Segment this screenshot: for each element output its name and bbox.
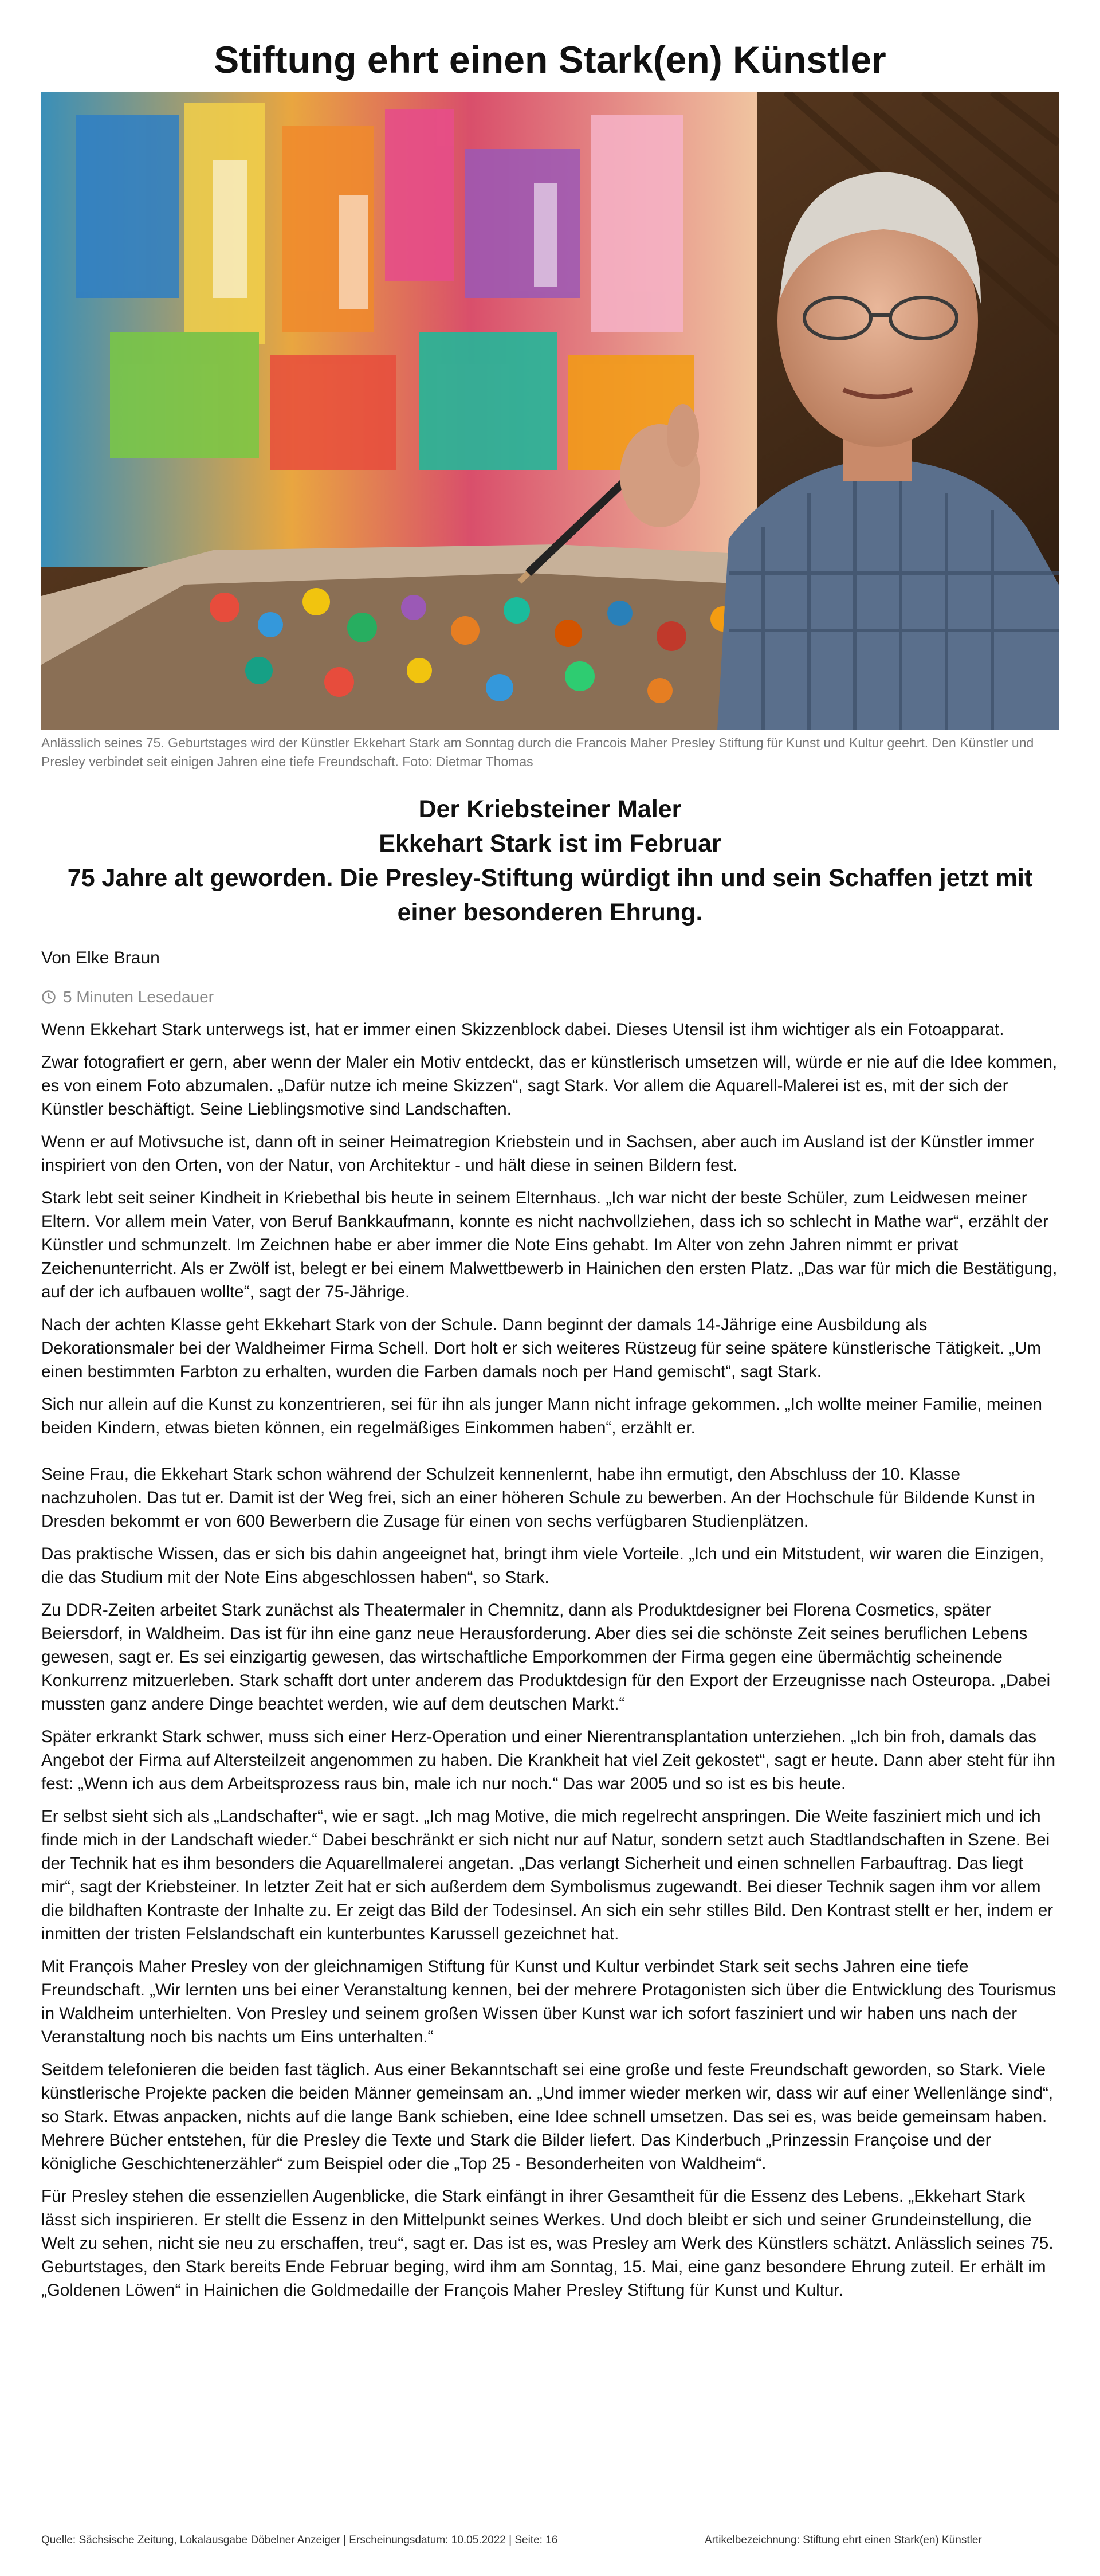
body-paragraph: Mit François Maher Presley von der gleichnamigen Stiftung für Kunst und Kultur verbindet Stark seit sechs Jahren eine tiefe Freundschaft. „Wir lernten uns bei einer Veranstaltung kennen, bei der mehrere Protagonisten sich über die Entwicklung des Tourismus in Waldheim unterhielten. Von Presley und seinem großen Wissen über Kunst war ich sofort fasziniert und wir haben uns nach der Veranstaltung noch bis nachts um Eins unterhalten.“	[41, 1957, 1056, 2046]
subhead-line: 75 Jahre alt geworden. Die Presley-Stiftung würdigt ihn und sein Schaffen jetzt mit einer besonderen Ehrung.	[67, 864, 1033, 926]
footer-source: Quelle: Sächsische Zeitung, Lokalausgabe Döbelner Anzeiger | Erscheinungsdatum: 10.05.2022 | Seite: 16	[41, 2534, 558, 2546]
subhead-line: Ekkehart Stark ist im Februar	[379, 830, 721, 857]
painter-photo-illustration	[41, 92, 1059, 730]
article-subheadline	[41, 792, 1059, 930]
photo-caption: Anlässlich seines 75. Geburtstages wird der Künstler Ekkehart Stark am Sonntag durch die Francois Maher Presley Stiftung für Kunst und Kultur geehrt. Den Künstler und Presley verbindet seit einigen Jahren eine tiefe Freundschaft. Foto: Dietmar Thomas	[41, 735, 1034, 769]
body-paragraph: Seine Frau, die Ekkehart Stark schon während der Schulzeit kennenlernt, habe ihn ermutigt, den Abschluss der 10. Klasse nachzuholen. Das tut er. Damit ist der Weg frei, sich an einer höheren Schule zu bewerben. An der Hochschule für Bildende Kunst in Dresden bekommt er von 600 Bewerbern die Zusage für einen von sechs verfügbaren Studienplätzen.	[41, 1465, 1035, 1531]
body-paragraph: Zu DDR-Zeiten arbeitet Stark zunächst als Theatermaler in Chemnitz, dann als Produktdesigner bei Florena Cosmetics, später Beiersdorf, in Waldheim. Das ist für ihn eine ganz neue Herausforderung. Aber dies sei die schönste Zeit seines beruflichen Lebens gewesen, sagt er. Es sei einzigartig gewesen, das wirtschaftliche Emporkommen der Firma gegen eine übermächtig scheinende Konkurrenz mitzuerleben. Stark schafft dort unter anderem das Produktdesign für den Export der Erzeugnisse nach Osteuropa. „Dabei mussten ganz andere Dinge beachtet werden, wie auf dem deutschen Markt.“	[41, 1601, 1051, 1714]
body-paragraph: Er selbst sieht sich als „Landschafter“, wie er sagt. „Ich mag Motive, die mich regelrecht anspringen. Die Weite fasziniert mich und ich finde mich in der Landschaft wieder.“ Dabei beschränkt er sich nicht nur auf Natur, sondern setzt auch Stadtlandschaften in Szene. Bei der Technik hat es ihm besonders die Aquarellmalerei angetan. „Das verlangt Sicherheit und einen schnellen Farbauftrag. Das liegt mir“, sagt der Kriebsteiner. In letzter Zeit hat er sich außerdem dem Symbolismus zugewandt. Bei dieser Technik sagen ihm vor allem die bildhaften Kontraste der Inhalte zu. Er zeigt das Bild der Todesinsel. An sich ein sehr stilles Bild. Den Kontrast stellt er her, indem er inmitten der tristen Felslandschaft ein kunterbuntes Karussell gezeichnet hat.	[41, 1807, 1054, 1943]
clock-icon	[41, 990, 56, 1005]
read-time-label: 5 Minuten Lesedauer	[63, 988, 214, 1006]
read-time	[41, 986, 1059, 1009]
body-paragraph: Sich nur allein auf die Kunst zu konzentrieren, sei für ihn als junger Mann nicht infrage gekommen. „Ich wollte meiner Familie, meinen beiden Kindern, etwas bieten können, ein regelmäßiges Einkommen haben“, erzählt er.	[41, 1395, 1042, 1437]
body-paragraph: Seitdem telefonieren die beiden fast täglich. Aus einer Bekanntschaft sei eine große und feste Freundschaft geworden, so Stark. Viele künstlerische Projekte packen die beiden Männer gemeinsam an. „Und immer wieder merken wir, dass wir auf einer Wellenlänge sind“, so Stark. Etwas anpacken, nichts auf die lange Bank schieben, eine Idee schnell umsetzen. Das sei es, was beide gemeinsam haben. Mehrere Bücher entstehen, für die Presley die Texte und Stark die Bilder liefert. Das Kinderbuch „Prinzessin Françoise und der königliche Geschichtenerzähler“ zum Beispiel oder die „Top 25 - Besonderheiten von Waldheim“.	[41, 2060, 1054, 2173]
subhead-line: Der Kriebsteiner Maler	[418, 795, 682, 823]
body-paragraph: Nach der achten Klasse geht Ekkehart Stark von der Schule. Dann beginnt der damals 14-Jährige eine Ausbildung als Dekorationsmaler bei der Waldheimer Firma Schell. Dort holt er sich weiteres Rüstzeug für seine spätere künstlerische Tätigkeit. „Um einen bestimmten Farbton zu erhalten, wurden die Farben damals noch per Hand gemischt“, sagt Stark.	[41, 1315, 1042, 1381]
article	[41, 0, 1059, 2311]
article-body	[41, 1018, 1059, 2302]
body-paragraph: Wenn er auf Motivsuche ist, dann oft in seiner Heimatregion Kriebstein und in Sachsen, aber auch im Ausland ist der Künstler immer inspiriert von den Orten, von der Natur, von Architektur - und hält diese in seinen Bildern fest.	[41, 1132, 1035, 1175]
body-paragraph: Später erkrankt Stark schwer, muss sich einer Herz-Operation und einer Nierentransplantation unterziehen. „Ich bin froh, damals das Angebot der Firma auf Altersteilzeit angenommen zu haben. Die Krankheit hat viel Zeit gekostet“, sagt er heute. Dann aber steht für ihn fest: „Wenn ich aus dem Arbeitsprozess raus bin, male ich nur noch.“ Das war 2005 und so ist es bis heute.	[41, 1727, 1056, 1793]
article-photo	[41, 92, 1059, 730]
body-paragraph: Für Presley stehen die essenziellen Augenblicke, die Stark einfängt in ihrer Gesamtheit für die Essenz des Lebens. „Ekkehart Stark lässt sich inspirieren. Er stellt die Essenz in den Mittelpunkt seines Werkes. Und doch bleibt er sich und seiner Grundeinstellung, die Welt zu sehen, nicht sie neu zu erschaffen, treu“, sagt er. Das ist es, was Presley am Werk des Künstlers schätzt. Anlässlich seines 75. Geburtstages, den Stark bereits Ende Februar beging, wird ihm am Sonntag, 15. Mai, eine ganz besondere Ehrung zuteil. Er erhält im „Goldenen Löwen“ in Hainichen die Goldmedaille der François Maher Presley Stiftung für Kunst und Kultur.	[41, 2187, 1054, 2300]
body-paragraph: Das praktische Wissen, das er sich bis dahin angeeignet hat, bringt ihm viele Vorteile. „Ich und ein Mitstudent, wir waren die Einzigen, die das Studium mit der Note Eins abgeschlossen haben“, so Stark.	[41, 1544, 1044, 1587]
body-paragraph: Zwar fotografiert er gern, aber wenn der Maler ein Motiv entdeckt, das er künstlerisch umsetzen will, würde er nie auf die Idee kommen, es von einem Foto abzumalen. „Dafür nutze ich meine Skizzen“, sagt Stark. Vor allem die Aquarell-Malerei ist es, mit der sich der Künstler beschäftigt. Seine Lieblingsmotive sind Landschaften.	[41, 1053, 1058, 1119]
article-author: Von Elke Braun	[41, 948, 160, 967]
footer-article-label: Artikelbezeichnung: Stiftung ehrt einen Stark(en) Künstler	[705, 2534, 982, 2546]
article-title: Stiftung ehrt einen Stark(en) Künstler	[214, 38, 886, 81]
body-paragraph: Stark lebt seit seiner Kindheit in Kriebethal bis heute in seinem Elternhaus. „Ich war nicht der beste Schüler, zum Leidwesen meiner Eltern. Vor allem mein Vater, von Beruf Bankkaufmann, konnte es nicht nachvollziehen, dass ich so schlecht in Mathe war“, erzählt der Künstler und schmunzelt. Im Zeichnen habe er aber immer die Note Eins gehabt. Im Alter von zehn Jahren nimmt er privat Zeichenunterricht. Als er Zwölf ist, belegt er bei einem Malwettbewerb in Hainichen den ersten Platz. „Das war für mich die Bestätigung, auf der ich aufbauen wollte“, sagt der 75-Jährige.	[41, 1189, 1058, 1301]
body-paragraph: Wenn Ekkehart Stark unterwegs ist, hat er immer einen Skizzenblock dabei. Dieses Utensil ist ihm wichtiger als ein Fotoapparat.	[41, 1020, 1004, 1039]
